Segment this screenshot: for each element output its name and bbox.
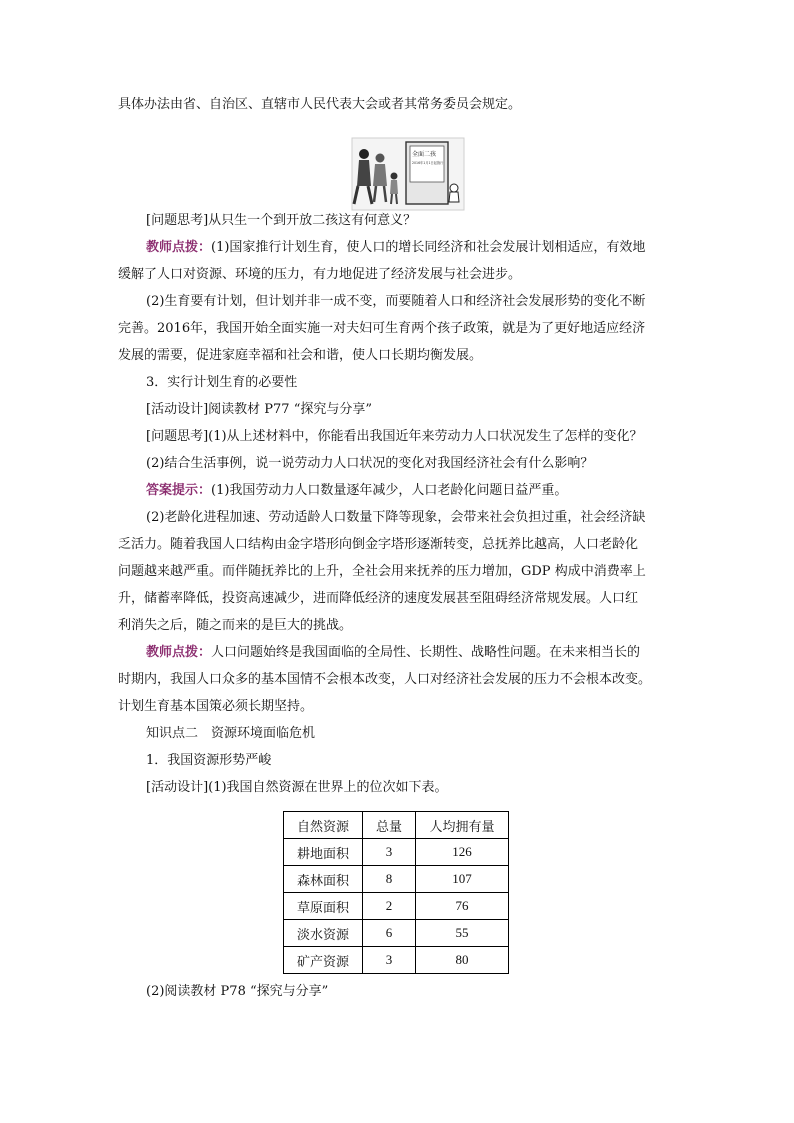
table-cell: 淡水资源 (284, 920, 363, 947)
section-heading: 3．实行计划生育的必要性 (146, 375, 298, 390)
section-heading: 1．我国资源形势严峻 (146, 753, 272, 768)
table-header-cell: 总量 (363, 812, 416, 839)
text-line: (2)生育要有计划，但计划并非一成不变，而要随着人口和经济社会发展形势的变化不断 (146, 294, 646, 309)
table-cell: 80 (416, 947, 509, 974)
table-cell: 55 (416, 920, 509, 947)
table-cell: 8 (363, 866, 416, 893)
answer-hint-label: 答案提示： (146, 483, 212, 498)
table-cell: 2 (363, 893, 416, 920)
text-line: 具体办法由省、自治区、直辖市人民代表大会或者其常务委员会规定。 (118, 97, 522, 112)
door-title: 全面二孩 (412, 151, 437, 158)
resource-rank-table (283, 811, 509, 974)
table-row (284, 947, 509, 974)
table-row (284, 866, 509, 893)
text-line: [活动设计](1)我国自然资源在世界上的位次如下表。 (146, 780, 448, 795)
child-figure (391, 173, 398, 180)
text-line: 教师点拨：人口问题始终是我国面临的全局性、长期性、战略性问题。在未来相当长的 (146, 645, 641, 660)
teacher-note-label: 教师点拨： (146, 240, 212, 255)
text-line: (2)阅读教材 P78 “探究与分享” (146, 984, 329, 999)
text-line: 发展的需要，促进家庭幸福和社会和谐，使人口长期均衡发展。 (118, 348, 483, 363)
table-cell: 耕地面积 (284, 839, 363, 866)
teacher-note-label: 教师点拨： (146, 645, 212, 660)
table-row (284, 893, 509, 920)
father-figure (359, 149, 369, 159)
text-line: (2)老龄化进程加速、劳动适龄人口数量下降等现象，会带来社会负担过重，社会经济缺 (146, 510, 646, 525)
table-header-row (284, 812, 509, 839)
table-cell: 草原面积 (284, 893, 363, 920)
table-row (284, 839, 509, 866)
text-line: 乏活力。随着我国人口结构由金字塔形向倒金字塔形逐渐转变，总抚养比越高，人口老龄化 (118, 537, 639, 552)
table-cell: 6 (363, 920, 416, 947)
text-line: [问题思考]从只生一个到开放二孩这有何意义？ (146, 213, 417, 228)
table-cell: 矿产资源 (284, 947, 363, 974)
table-cell: 3 (363, 947, 416, 974)
text-line: 计划生育基本国策必须长期坚持。 (118, 699, 314, 714)
table-cell: 126 (416, 839, 509, 866)
table-header-cell: 自然资源 (284, 812, 363, 839)
text-line: (2)结合生活事例，说一说劳动力人口状况的变化对我国经济社会有什么影响？ (146, 456, 594, 471)
text-line: 完善。2016年，我国开始全面实施一对夫妇可生育两个孩子政策，就是为了更好地适应经济 (118, 321, 646, 336)
text-line: 利消失之后，随之而来的是巨大的挑战。 (118, 618, 353, 633)
two-child-policy-illustration (350, 136, 466, 212)
table-header-cell: 人均拥有量 (416, 812, 509, 839)
text-line: 问题越来越严重。而伴随抚养比的上升，全社会用来抚养的压力增加，GDP 构成中消费率上 (118, 564, 646, 579)
text-line: [活动设计]阅读教材 P77 “探究与分享” (146, 402, 372, 417)
baby-figure (450, 184, 458, 192)
text-line: 答案提示：(1)我国劳动力人口数量逐年减少，人口老龄化问题日益严重。 (146, 483, 568, 498)
mother-figure (376, 154, 385, 163)
text-line: [问题思考](1)从上述材料中，你能看出我国近年来劳动力人口状况发生了怎样的变化？ (146, 429, 643, 444)
text-line: 教师点拨：(1)国家推行计划生育，使人口的增长同经济和社会发展计划相适应，有效地 (146, 240, 646, 255)
table-row (284, 920, 509, 947)
text-line: 升，储蓄率降低，投资高速减少，进而降低经济的速度发展甚至阻碍经济常规发展。人口红 (118, 591, 639, 606)
table-cell: 3 (363, 839, 416, 866)
text-line: 时期内，我国人口众多的基本国情不会根本改变，人口对经济社会发展的压力不会根本改变。 (118, 672, 652, 687)
table-cell: 107 (416, 866, 509, 893)
table-cell: 76 (416, 893, 509, 920)
door-sub: 2016年1月1日起施行 (412, 161, 444, 165)
section-heading: 知识点二 资源环境面临危机 (146, 726, 316, 741)
text-line: 缓解了人口对资源、环境的压力，有力地促进了经济发展与社会进步。 (118, 267, 522, 282)
table-cell: 森林面积 (284, 866, 363, 893)
